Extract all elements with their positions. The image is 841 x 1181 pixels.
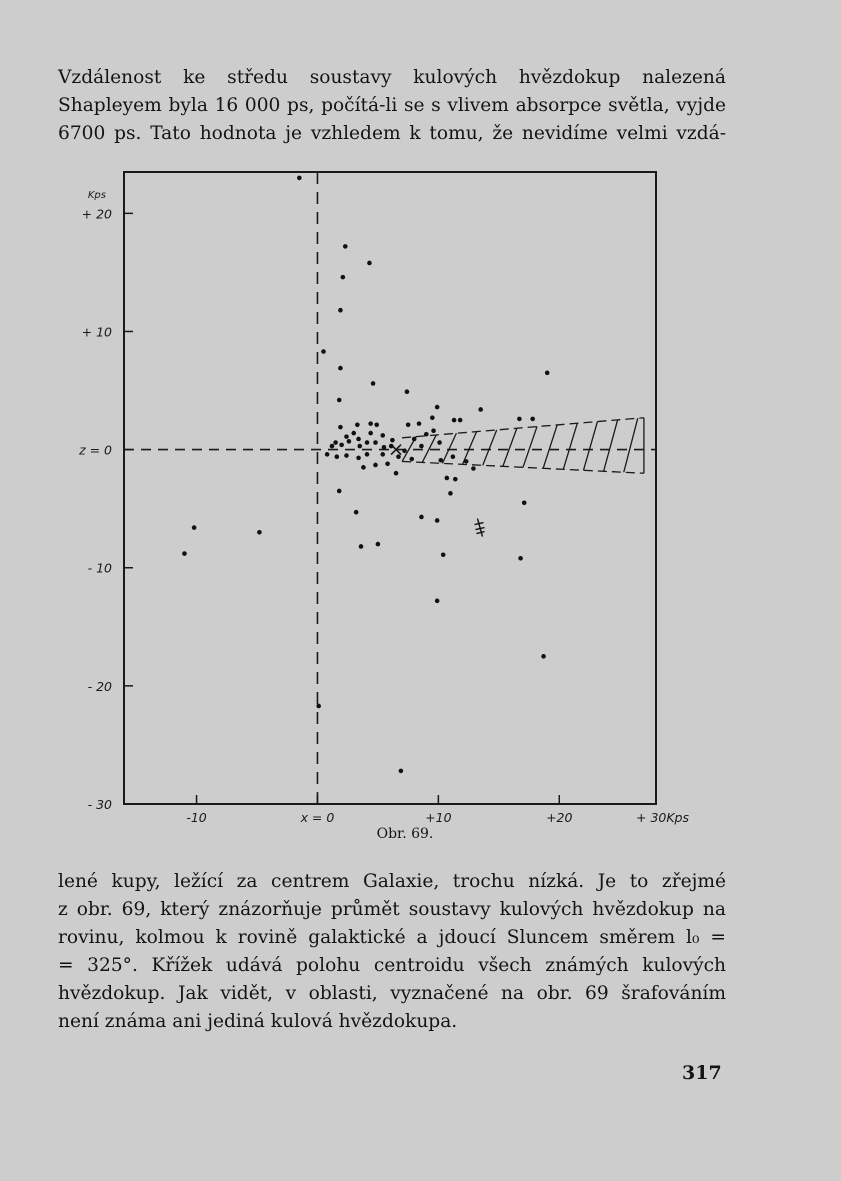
cluster-point bbox=[435, 405, 440, 410]
y-unit-label: Kps bbox=[87, 190, 106, 201]
cluster-point bbox=[361, 465, 366, 470]
text-line: rovinu, kolmou k rovině galaktické a jdoucí Sluncem směrem l₀ = bbox=[58, 927, 726, 948]
cluster-point bbox=[337, 489, 342, 494]
text-line: 6700 ps. Tato hodnota je vzhledem k tomu, že nevidíme velmi vzdá- bbox=[58, 123, 726, 144]
hatch-stroke bbox=[422, 435, 436, 462]
figure-caption: Obr. 69. bbox=[376, 826, 434, 842]
cluster-point bbox=[365, 440, 370, 445]
cluster-point bbox=[374, 423, 379, 428]
y-tick-label: + 10 bbox=[81, 324, 112, 340]
cluster-point bbox=[257, 530, 262, 535]
cluster-point bbox=[402, 448, 407, 453]
cluster-point bbox=[424, 432, 429, 437]
cluster-point bbox=[390, 438, 395, 443]
cluster-point bbox=[385, 461, 390, 466]
cluster-point bbox=[338, 308, 343, 313]
cluster-point bbox=[405, 389, 410, 394]
cluster-point bbox=[325, 452, 330, 457]
cluster-point bbox=[339, 443, 344, 448]
cluster-point bbox=[541, 654, 546, 659]
y-tick-label: - 20 bbox=[87, 678, 112, 694]
text-line: Shapleyem byla 16 000 ps, počítá-li se s vlivem absorpce světla, vyjde bbox=[58, 95, 726, 116]
cluster-point bbox=[373, 463, 378, 468]
cluster-point bbox=[337, 398, 342, 403]
hatch-stroke bbox=[463, 432, 477, 465]
cluster-point bbox=[338, 425, 343, 430]
cluster-point bbox=[330, 444, 335, 449]
cluster-point bbox=[321, 349, 326, 354]
page-number: 317 bbox=[682, 1062, 722, 1084]
cluster-point bbox=[438, 458, 443, 463]
cluster-point bbox=[368, 421, 373, 426]
cluster-point bbox=[409, 457, 414, 462]
hatch-stroke bbox=[523, 427, 537, 468]
cluster-point bbox=[417, 421, 422, 426]
text-line: Vzdálenost ke středu soustavy kulových hvězdokup nalezená bbox=[58, 67, 726, 88]
cluster-point bbox=[389, 444, 394, 449]
text-line: z obr. 69, který znázorňuje průmět soustavy kulových hvězdokup na bbox=[58, 899, 726, 920]
cluster-point bbox=[357, 444, 362, 449]
hatch-stroke bbox=[604, 420, 618, 471]
cluster-point bbox=[316, 704, 321, 709]
cluster-point bbox=[435, 518, 440, 523]
cluster-point bbox=[522, 500, 527, 505]
hatch-stroke bbox=[563, 423, 577, 469]
cluster-point bbox=[458, 418, 463, 423]
cluster-point bbox=[368, 431, 373, 436]
cluster-point bbox=[382, 445, 387, 450]
cluster-point bbox=[356, 456, 361, 461]
cluster-point bbox=[341, 275, 346, 280]
cluster-point bbox=[354, 510, 359, 515]
cluster-point bbox=[394, 471, 399, 476]
cluster-point bbox=[435, 599, 440, 604]
cluster-point bbox=[371, 381, 376, 386]
cluster-point bbox=[373, 440, 378, 445]
hatch-stroke bbox=[503, 428, 517, 466]
hatch-stroke bbox=[583, 422, 597, 471]
cluster-point bbox=[406, 423, 411, 428]
x-tick-label: + 30Kps bbox=[636, 810, 689, 825]
plot-frame bbox=[124, 172, 656, 804]
cluster-point bbox=[419, 515, 424, 520]
cluster-point bbox=[448, 491, 453, 496]
text-line: = 325°. Křížek udává polohu centroidu všech známých kulových bbox=[58, 955, 726, 976]
cluster-point bbox=[451, 454, 456, 459]
y-tick-label: - 30 bbox=[87, 797, 112, 812]
cluster-point bbox=[365, 452, 370, 457]
cluster-point bbox=[517, 417, 522, 422]
hatch-stroke bbox=[442, 433, 456, 463]
cluster-point bbox=[344, 434, 349, 439]
cluster-point bbox=[396, 454, 401, 459]
cluster-point bbox=[545, 371, 550, 376]
cluster-point bbox=[338, 366, 343, 371]
cluster-point bbox=[419, 444, 424, 449]
hatch-boundary-top bbox=[402, 418, 644, 438]
cluster-point bbox=[359, 544, 364, 549]
y-tick-label: + 20 bbox=[81, 206, 112, 222]
cluster-point bbox=[453, 477, 458, 482]
cluster-point bbox=[347, 439, 352, 444]
cluster-point bbox=[471, 466, 476, 471]
cluster-point bbox=[344, 453, 349, 458]
cluster-point bbox=[464, 459, 469, 464]
cluster-point bbox=[441, 552, 446, 557]
cluster-point bbox=[367, 261, 372, 266]
hatch-stroke bbox=[624, 418, 638, 472]
text-line: lené kupy, ležící za centrem Galaxie, trochu nízká. Je to zřejmé bbox=[58, 871, 726, 892]
cluster-point bbox=[376, 542, 381, 547]
hatched-symbol bbox=[474, 519, 484, 537]
text-line: hvězdokup. Jak vidět, v oblasti, vyznačené na obr. 69 šrafováním bbox=[58, 983, 726, 1004]
cluster-point bbox=[355, 423, 360, 428]
y-tick-label: - 10 bbox=[87, 560, 112, 576]
x-tick-label: +10 bbox=[425, 810, 452, 825]
cluster-point bbox=[182, 551, 187, 556]
cluster-point bbox=[297, 176, 302, 181]
cluster-point bbox=[430, 415, 435, 420]
cluster-point bbox=[530, 417, 535, 422]
cluster-point bbox=[452, 418, 457, 423]
cluster-point bbox=[399, 769, 404, 774]
paragraph-bottom bbox=[58, 868, 726, 1036]
cluster-point bbox=[343, 244, 348, 249]
y-tick-label: z = 0 bbox=[79, 442, 112, 458]
cluster-point bbox=[518, 556, 523, 561]
cluster-point bbox=[351, 431, 356, 436]
cluster-point bbox=[380, 433, 385, 438]
cluster-point bbox=[478, 407, 483, 412]
text-line: není známa ani jediná kulová hvězdokupa. bbox=[58, 1011, 458, 1032]
cluster-point bbox=[192, 525, 197, 530]
x-tick-label: x = 0 bbox=[300, 810, 335, 825]
hatch-stroke bbox=[543, 425, 557, 468]
x-tick-label: -10 bbox=[186, 810, 207, 825]
cluster-point bbox=[333, 440, 338, 445]
x-tick-label: +20 bbox=[546, 810, 573, 825]
cluster-point bbox=[335, 454, 340, 459]
cluster-point bbox=[412, 437, 417, 442]
cluster-point bbox=[380, 452, 385, 457]
cluster-point bbox=[445, 476, 450, 481]
cluster-point bbox=[431, 428, 436, 433]
cluster-point bbox=[437, 440, 442, 445]
cluster-point bbox=[356, 437, 361, 442]
hatch-stroke bbox=[483, 430, 497, 465]
